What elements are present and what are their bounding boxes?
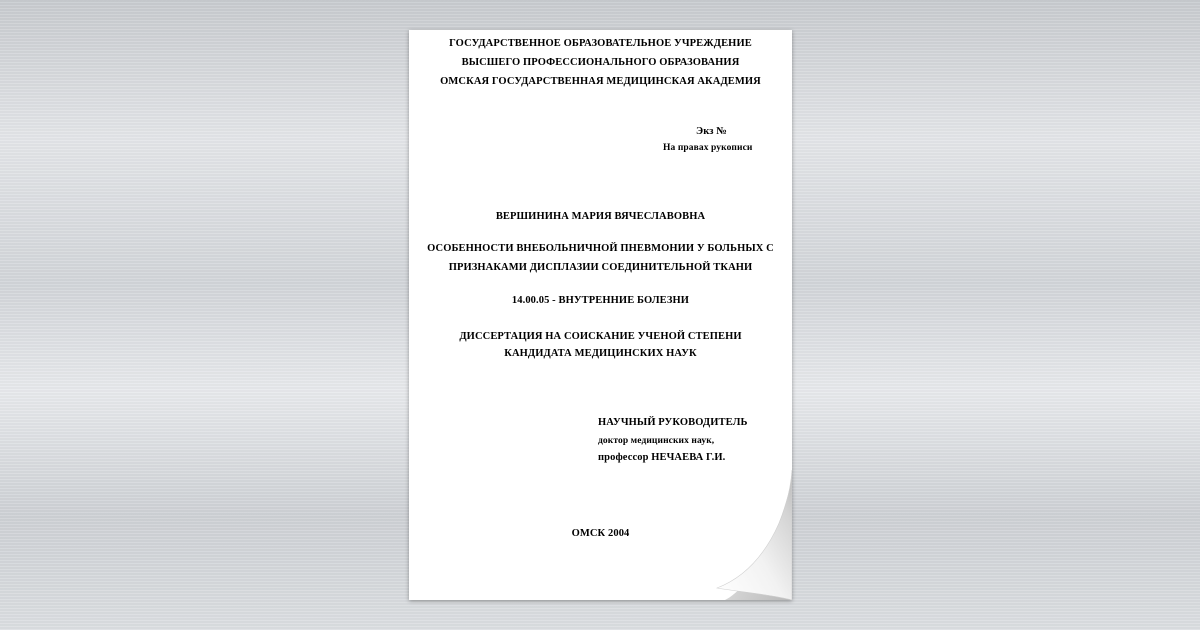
institution-line-1: ГОСУДАРСТВЕННОЕ ОБРАЗОВАТЕЛЬНОЕ УЧРЕЖДЕНИЕ: [449, 38, 752, 49]
author-name: ВЕРШИНИНА МАРИЯ ВЯЧЕСЛАВОВНА: [495, 211, 706, 222]
manuscript-rights-label: На правах рукописи: [663, 143, 753, 153]
specialty-code: 14.00.05 - ВНУТРЕННИЕ БОЛЕЗНИ: [511, 295, 690, 306]
supervisor-heading: НАУЧНЫЙ РУКОВОДИТЕЛЬ: [598, 417, 748, 428]
title-line-1: ОСОБЕННОСТИ ВНЕБОЛЬНИЧНОЙ ПНЕВМОНИИ У БОЛЬНЫХ С: [427, 243, 774, 254]
degree-line-1: ДИССЕРТАЦИЯ НА СОИСКАНИЕ УЧЕНОЙ СТЕПЕНИ: [459, 331, 742, 342]
document-page: [409, 30, 792, 600]
supervisor-degree: доктор медицинских наук,: [598, 436, 715, 446]
place-year: ОМСК 2004: [571, 528, 630, 539]
institution-line-2: ВЫСШЕГО ПРОФЕССИОНАЛЬНОГО ОБРАЗОВАНИЯ: [461, 57, 740, 68]
copy-number-label: Экз №: [696, 126, 727, 137]
title-line-2: ПРИЗНАКАМИ ДИСПЛАЗИИ СОЕДИНИТЕЛЬНОЙ ТКАНИ: [448, 262, 753, 273]
degree-line-2: КАНДИДАТА МЕДИЦИНСКИХ НАУК: [504, 348, 697, 359]
institution-line-3: ОМСКАЯ ГОСУДАРСТВЕННАЯ МЕДИЦИНСКАЯ АКАДЕМИЯ: [440, 76, 761, 87]
supervisor-name: профессор НЕЧАЕВА Г.И.: [598, 452, 726, 463]
